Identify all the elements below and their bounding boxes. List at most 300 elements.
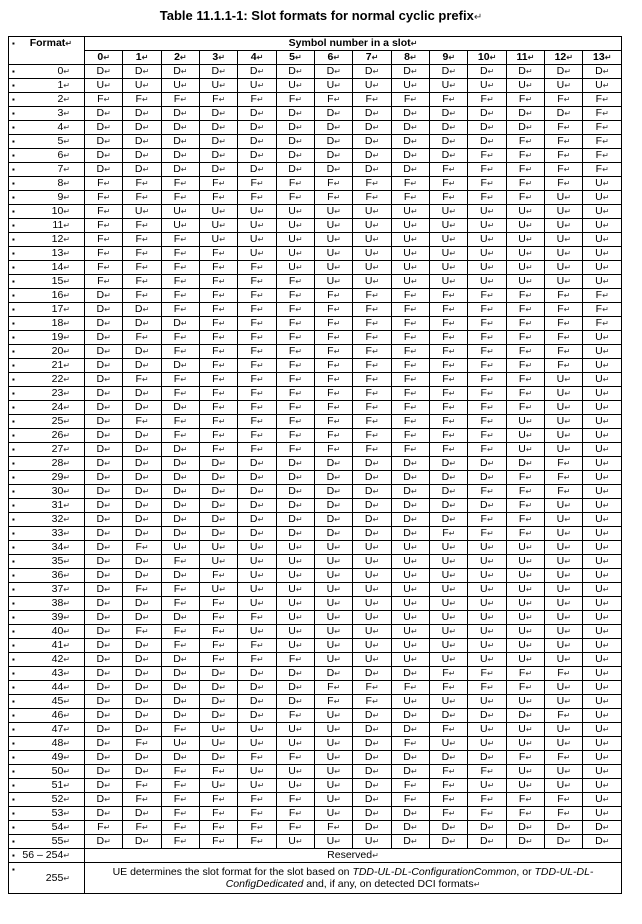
symbol-cell: F↵ xyxy=(238,611,276,625)
symbol-cell: D↵ xyxy=(276,163,314,177)
symbol-cell: F↵ xyxy=(545,457,583,471)
bullet-marker: ▪ xyxy=(12,641,15,650)
symbol-cell: F↵ xyxy=(276,387,314,401)
symbol-cell: U↵ xyxy=(583,709,622,723)
format-cell: ▪ 50↵ xyxy=(9,765,85,779)
symbol-cell: U↵ xyxy=(545,639,583,653)
symbol-cell: U↵ xyxy=(468,583,506,597)
symbol-cell: U↵ xyxy=(506,205,544,219)
bullet-marker: ▪ xyxy=(12,725,15,734)
symbol-cell: D↵ xyxy=(315,471,353,485)
symbol-cell: U↵ xyxy=(315,639,353,653)
table-row xyxy=(9,569,622,583)
symbol-cell: D↵ xyxy=(238,695,276,709)
format-cell: ▪ 34↵ xyxy=(9,541,85,555)
symbol-cell: F↵ xyxy=(315,93,353,107)
symbol-cell: D↵ xyxy=(85,429,123,443)
symbol-cell: F↵ xyxy=(238,191,276,205)
symbol-cell: F↵ xyxy=(468,317,506,331)
symbol-cell: U↵ xyxy=(583,373,622,387)
symbol-cell: D↵ xyxy=(430,149,468,163)
symbol-cell: F↵ xyxy=(430,373,468,387)
symbol-cell: D↵ xyxy=(276,121,314,135)
symbol-cell: F↵ xyxy=(315,429,353,443)
symbol-cell: U↵ xyxy=(353,583,391,597)
format-cell: ▪ 1↵ xyxy=(9,79,85,93)
symbol-cell: U↵ xyxy=(315,723,353,737)
symbol-cell: F↵ xyxy=(468,401,506,415)
symbol-cell: U↵ xyxy=(545,555,583,569)
symbol-cell: D↵ xyxy=(123,107,161,121)
symbol-cell: F↵ xyxy=(123,779,161,793)
symbol-cell: U↵ xyxy=(391,541,429,555)
symbol-cell: F↵ xyxy=(238,331,276,345)
format-cell: ▪ 24↵ xyxy=(9,401,85,415)
symbol-cell: U↵ xyxy=(430,205,468,219)
table-row xyxy=(9,359,622,373)
symbol-cell: F↵ xyxy=(430,807,468,821)
symbol-cell: U↵ xyxy=(391,261,429,275)
symbol-cell: U↵ xyxy=(161,205,199,219)
symbol-cell: D↵ xyxy=(238,135,276,149)
symbol-cell: U↵ xyxy=(583,275,622,289)
table-row xyxy=(9,779,622,793)
symbol-cell: U↵ xyxy=(583,443,622,457)
format-cell: ▪ 7↵ xyxy=(9,163,85,177)
symbol-cell: D↵ xyxy=(238,527,276,541)
symbol-cell: D↵ xyxy=(123,401,161,415)
symbol-cell: D↵ xyxy=(238,681,276,695)
symbol-cell: U↵ xyxy=(506,541,544,555)
bullet-marker: ▪ xyxy=(12,669,15,678)
symbol-cell: U↵ xyxy=(583,541,622,555)
bullet-marker: ▪ xyxy=(12,305,15,314)
symbol-cell: D↵ xyxy=(161,457,199,471)
format-cell: ▪ 15↵ xyxy=(9,275,85,289)
symbol-cell: D↵ xyxy=(85,345,123,359)
table-row xyxy=(9,597,622,611)
table-title-text: Table 11.1.1-1: Slot formats for normal cyclic prefix xyxy=(159,8,474,23)
format-cell: ▪ 11↵ xyxy=(9,219,85,233)
symbol-cell: U↵ xyxy=(430,611,468,625)
symbol-cell: D↵ xyxy=(238,499,276,513)
symbol-cell: U↵ xyxy=(353,569,391,583)
symbol-cell: F↵ xyxy=(391,401,429,415)
format-cell: ▪ 23↵ xyxy=(9,387,85,401)
symbol-cell: D↵ xyxy=(506,709,544,723)
symbol-cell: F↵ xyxy=(391,387,429,401)
symbol-cell: D↵ xyxy=(276,499,314,513)
symbol-cell: D↵ xyxy=(276,65,314,79)
symbol-cell: D↵ xyxy=(430,135,468,149)
symbol-cell: D↵ xyxy=(161,681,199,695)
symbol-cell: F↵ xyxy=(200,289,238,303)
symbol-cell: F↵ xyxy=(545,317,583,331)
bullet-marker: ▪ xyxy=(12,571,15,580)
symbol-cell: U↵ xyxy=(583,261,622,275)
symbol-cell: U↵ xyxy=(468,275,506,289)
symbol-cell: F↵ xyxy=(545,121,583,135)
bullet-marker: ▪ xyxy=(12,711,15,720)
symbol-cell: U↵ xyxy=(315,765,353,779)
symbol-cell: U↵ xyxy=(583,219,622,233)
table-row xyxy=(9,177,622,191)
symbol-cell: F↵ xyxy=(353,359,391,373)
table-row xyxy=(9,289,622,303)
symbol-cell: F↵ xyxy=(123,177,161,191)
symbol-cell: U↵ xyxy=(545,275,583,289)
symbol-cell: D↵ xyxy=(430,499,468,513)
table-row xyxy=(9,107,622,121)
symbol-cell: D↵ xyxy=(85,387,123,401)
symbol-cell: U↵ xyxy=(506,415,544,429)
symbol-cell: F↵ xyxy=(353,191,391,205)
format-header-label: Format xyxy=(29,37,66,49)
symbol-cell: F↵ xyxy=(430,387,468,401)
table-row xyxy=(9,275,622,289)
symbol-cell: F↵ xyxy=(506,331,544,345)
symbol-cell: F↵ xyxy=(276,191,314,205)
symbol-cell: F↵ xyxy=(468,177,506,191)
bullet-marker: ▪ xyxy=(12,627,15,636)
symbol-cell: F↵ xyxy=(315,681,353,695)
symbol-cell: U↵ xyxy=(468,555,506,569)
symbol-cell: F↵ xyxy=(430,527,468,541)
symbol-number-header: 4↵ xyxy=(238,51,276,65)
symbol-cell: F↵ xyxy=(238,443,276,457)
symbol-cell: U↵ xyxy=(391,597,429,611)
symbol-cell: D↵ xyxy=(238,513,276,527)
symbol-cell: F↵ xyxy=(161,345,199,359)
symbol-cell: U↵ xyxy=(506,429,544,443)
symbol-cell: D↵ xyxy=(238,163,276,177)
symbol-cell: D↵ xyxy=(85,583,123,597)
symbol-cell: D↵ xyxy=(85,401,123,415)
symbol-cell: F↵ xyxy=(506,793,544,807)
paragraph-mark: ↵ xyxy=(473,12,483,23)
format-cell: ▪ 13↵ xyxy=(9,247,85,261)
symbol-cell: D↵ xyxy=(200,667,238,681)
symbol-cell: D↵ xyxy=(430,821,468,835)
symbol-cell: F↵ xyxy=(315,415,353,429)
bullet-marker: ▪ xyxy=(12,319,15,328)
symbol-cell: F↵ xyxy=(391,415,429,429)
symbol-cell: U↵ xyxy=(315,597,353,611)
table-row xyxy=(9,709,622,723)
symbol-cell: U↵ xyxy=(506,555,544,569)
table-row xyxy=(9,555,622,569)
symbol-cell: F↵ xyxy=(506,527,544,541)
symbol-cell: U↵ xyxy=(506,233,544,247)
symbol-cell: D↵ xyxy=(161,107,199,121)
bullet-marker: ▪ xyxy=(12,151,15,160)
symbol-cell: U↵ xyxy=(315,541,353,555)
table-row xyxy=(9,695,622,709)
bullet-marker: ▪ xyxy=(12,557,15,566)
symbol-cell: D↵ xyxy=(430,457,468,471)
symbol-cell: U↵ xyxy=(200,219,238,233)
bullet-marker: ▪ xyxy=(12,207,15,216)
symbol-cell: D↵ xyxy=(276,667,314,681)
table-row xyxy=(9,233,622,247)
symbol-cell: U↵ xyxy=(276,835,314,849)
symbol-cell: F↵ xyxy=(161,639,199,653)
symbol-cell: U↵ xyxy=(506,275,544,289)
symbol-cell: F↵ xyxy=(276,793,314,807)
symbol-cell: F↵ xyxy=(353,373,391,387)
symbol-cell: D↵ xyxy=(85,163,123,177)
format-cell: ▪ 5↵ xyxy=(9,135,85,149)
symbol-cell: D↵ xyxy=(353,485,391,499)
symbol-cell: D↵ xyxy=(430,121,468,135)
symbol-cell: U↵ xyxy=(430,597,468,611)
symbol-cell: F↵ xyxy=(238,303,276,317)
symbol-cell: F↵ xyxy=(391,93,429,107)
symbol-cell: U↵ xyxy=(238,779,276,793)
symbol-cell: U↵ xyxy=(583,667,622,681)
symbol-cell: U↵ xyxy=(391,219,429,233)
format-cell: ▪ 30↵ xyxy=(9,485,85,499)
symbol-cell: D↵ xyxy=(85,611,123,625)
symbol-cell: F↵ xyxy=(85,93,123,107)
bullet-marker: ▪ xyxy=(12,81,15,90)
symbol-cell: U↵ xyxy=(583,611,622,625)
symbol-cell: U↵ xyxy=(200,583,238,597)
symbol-cell: D↵ xyxy=(238,149,276,163)
symbol-cell: F↵ xyxy=(391,793,429,807)
symbol-cell: F↵ xyxy=(200,611,238,625)
symbol-number-header: 8↵ xyxy=(391,51,429,65)
symbol-cell: D↵ xyxy=(200,709,238,723)
symbol-cell: F↵ xyxy=(506,485,544,499)
symbol-cell: D↵ xyxy=(200,107,238,121)
symbol-cell: D↵ xyxy=(391,807,429,821)
format-cell: ▪ 54↵ xyxy=(9,821,85,835)
symbol-cell: D↵ xyxy=(85,289,123,303)
symbol-number-header: 2↵ xyxy=(161,51,199,65)
format-cell: ▪ 38↵ xyxy=(9,597,85,611)
symbol-cell: F↵ xyxy=(123,93,161,107)
symbol-cell: U↵ xyxy=(468,723,506,737)
bullet-marker: ▪ xyxy=(12,473,15,482)
bullet-marker: ▪ xyxy=(12,347,15,356)
symbol-cell: D↵ xyxy=(161,359,199,373)
symbol-cell: D↵ xyxy=(161,695,199,709)
symbol-cell: F↵ xyxy=(353,443,391,457)
symbol-cell: D↵ xyxy=(353,793,391,807)
symbol-cell: F↵ xyxy=(85,247,123,261)
table-row xyxy=(9,793,622,807)
table-row xyxy=(9,247,622,261)
symbol-number-header: 12↵ xyxy=(545,51,583,65)
symbol-cell: D↵ xyxy=(276,149,314,163)
table-row xyxy=(9,205,622,219)
symbol-cell: U↵ xyxy=(238,79,276,93)
symbol-cell: F↵ xyxy=(276,93,314,107)
symbol-cell: U↵ xyxy=(583,639,622,653)
symbol-cell: F↵ xyxy=(468,513,506,527)
symbol-cell: F↵ xyxy=(238,415,276,429)
symbol-cell: U↵ xyxy=(238,765,276,779)
table-row xyxy=(9,149,622,163)
symbol-cell: U↵ xyxy=(506,443,544,457)
symbol-cell: F↵ xyxy=(200,303,238,317)
symbol-cell: F↵ xyxy=(276,373,314,387)
symbol-cell: U↵ xyxy=(430,219,468,233)
table-row xyxy=(9,331,622,345)
symbol-cell: U↵ xyxy=(583,513,622,527)
symbol-cell: F↵ xyxy=(123,289,161,303)
symbol-cell: D↵ xyxy=(545,107,583,121)
symbol-cell: F↵ xyxy=(276,317,314,331)
table-row xyxy=(9,625,622,639)
symbol-cell: U↵ xyxy=(545,79,583,93)
symbol-cell: U↵ xyxy=(276,765,314,779)
symbol-cell: F↵ xyxy=(238,317,276,331)
symbol-cell: D↵ xyxy=(391,499,429,513)
symbol-cell: D↵ xyxy=(238,457,276,471)
bullet-marker: ▪ xyxy=(12,865,15,874)
symbol-cell: U↵ xyxy=(315,653,353,667)
symbol-cell: U↵ xyxy=(506,597,544,611)
symbol-cell: U↵ xyxy=(200,205,238,219)
symbol-cell: F↵ xyxy=(391,345,429,359)
symbol-cell: U↵ xyxy=(583,527,622,541)
format-cell: ▪ 0↵ xyxy=(9,65,85,79)
symbol-cell: U↵ xyxy=(238,205,276,219)
symbol-cell: F↵ xyxy=(545,359,583,373)
symbol-cell: F↵ xyxy=(161,415,199,429)
table-row xyxy=(9,191,622,205)
symbol-cell: F↵ xyxy=(391,289,429,303)
symbol-cell: U↵ xyxy=(276,779,314,793)
symbol-cell: U↵ xyxy=(545,597,583,611)
symbol-cell: D↵ xyxy=(85,107,123,121)
symbol-cell: U↵ xyxy=(506,219,544,233)
symbol-cell: F↵ xyxy=(200,835,238,849)
symbol-cell: D↵ xyxy=(85,639,123,653)
symbol-cell: U↵ xyxy=(161,79,199,93)
symbol-cell: F↵ xyxy=(506,177,544,191)
symbol-cell: U↵ xyxy=(545,443,583,457)
symbol-cell: D↵ xyxy=(123,121,161,135)
symbol-cell: F↵ xyxy=(123,583,161,597)
symbol-cell: D↵ xyxy=(85,681,123,695)
symbol-cell: D↵ xyxy=(315,121,353,135)
format-cell: ▪ 8↵ xyxy=(9,177,85,191)
symbol-cell: U↵ xyxy=(506,625,544,639)
symbol-cell: U↵ xyxy=(583,415,622,429)
symbol-cell: U↵ xyxy=(506,247,544,261)
symbol-cell: U↵ xyxy=(315,569,353,583)
symbol-cell: F↵ xyxy=(353,345,391,359)
symbol-cell: D↵ xyxy=(468,835,506,849)
bullet-marker: ▪ xyxy=(12,795,15,804)
symbol-cell: F↵ xyxy=(85,275,123,289)
symbol-cell: F↵ xyxy=(238,429,276,443)
symbol-cell: F↵ xyxy=(430,779,468,793)
table-row xyxy=(9,121,622,135)
table-row xyxy=(9,737,622,751)
symbol-cell: D↵ xyxy=(391,471,429,485)
bullet-marker: ▪ xyxy=(12,613,15,622)
symbol-cell: D↵ xyxy=(123,65,161,79)
symbol-cell: U↵ xyxy=(583,345,622,359)
table-row xyxy=(9,415,622,429)
symbol-cell: U↵ xyxy=(391,583,429,597)
symbol-cell: D↵ xyxy=(161,121,199,135)
symbol-cell: D↵ xyxy=(200,527,238,541)
symbol-cell: D↵ xyxy=(430,471,468,485)
symbol-cell: D↵ xyxy=(353,779,391,793)
symbol-cell: F↵ xyxy=(545,163,583,177)
symbol-cell: U↵ xyxy=(583,387,622,401)
symbol-cell: D↵ xyxy=(200,135,238,149)
format-cell: ▪ 41↵ xyxy=(9,639,85,653)
bullet-marker: ▪ xyxy=(12,501,15,510)
symbol-cell: D↵ xyxy=(123,387,161,401)
symbol-cell: U↵ xyxy=(430,555,468,569)
symbol-cell: U↵ xyxy=(468,611,506,625)
symbol-cell: D↵ xyxy=(353,471,391,485)
symbol-cell: F↵ xyxy=(200,765,238,779)
symbol-cell: F↵ xyxy=(276,429,314,443)
symbol-cell: D↵ xyxy=(161,569,199,583)
symbol-cell: D↵ xyxy=(161,751,199,765)
symbol-cell: F↵ xyxy=(238,275,276,289)
symbol-cell: U↵ xyxy=(315,205,353,219)
symbol-cell: F↵ xyxy=(430,289,468,303)
symbol-cell: F↵ xyxy=(123,331,161,345)
symbol-cell: F↵ xyxy=(161,331,199,345)
symbol-cell: F↵ xyxy=(238,821,276,835)
symbol-cell: F↵ xyxy=(123,373,161,387)
symbol-cell: F↵ xyxy=(353,415,391,429)
symbol-cell: F↵ xyxy=(545,471,583,485)
bullet-marker: ▪ xyxy=(12,123,15,132)
symbol-cell: D↵ xyxy=(123,135,161,149)
paragraph-mark: ↵ xyxy=(410,39,418,48)
symbol-cell: D↵ xyxy=(200,751,238,765)
symbol-cell: F↵ xyxy=(430,793,468,807)
symbol-cell: U↵ xyxy=(391,205,429,219)
symbol-number-header: 9↵ xyxy=(430,51,468,65)
symbol-cell: U↵ xyxy=(391,247,429,261)
symbol-cell: F↵ xyxy=(276,443,314,457)
symbol-cell: F↵ xyxy=(200,429,238,443)
symbol-cell: F↵ xyxy=(430,443,468,457)
symbol-cell: D↵ xyxy=(161,149,199,163)
symbol-cell: U↵ xyxy=(430,79,468,93)
symbol-cell: U↵ xyxy=(276,205,314,219)
symbol-cell: U↵ xyxy=(430,275,468,289)
symbol-cell: D↵ xyxy=(85,471,123,485)
symbol-cell: U↵ xyxy=(468,247,506,261)
symbol-cell: D↵ xyxy=(353,513,391,527)
symbol-cell: U↵ xyxy=(583,793,622,807)
symbol-cell: U↵ xyxy=(468,653,506,667)
symbol-cell: F↵ xyxy=(161,261,199,275)
symbol-cell: D↵ xyxy=(430,835,468,849)
symbol-cell: U↵ xyxy=(545,723,583,737)
symbol-cell: D↵ xyxy=(391,723,429,737)
format-cell: ▪ 4↵ xyxy=(9,121,85,135)
symbol-cell: F↵ xyxy=(353,93,391,107)
symbol-number-header: 6↵ xyxy=(315,51,353,65)
symbol-cell: U↵ xyxy=(238,219,276,233)
symbol-number-header: 0↵ xyxy=(85,51,123,65)
paragraph-mark: ↵ xyxy=(65,39,72,48)
